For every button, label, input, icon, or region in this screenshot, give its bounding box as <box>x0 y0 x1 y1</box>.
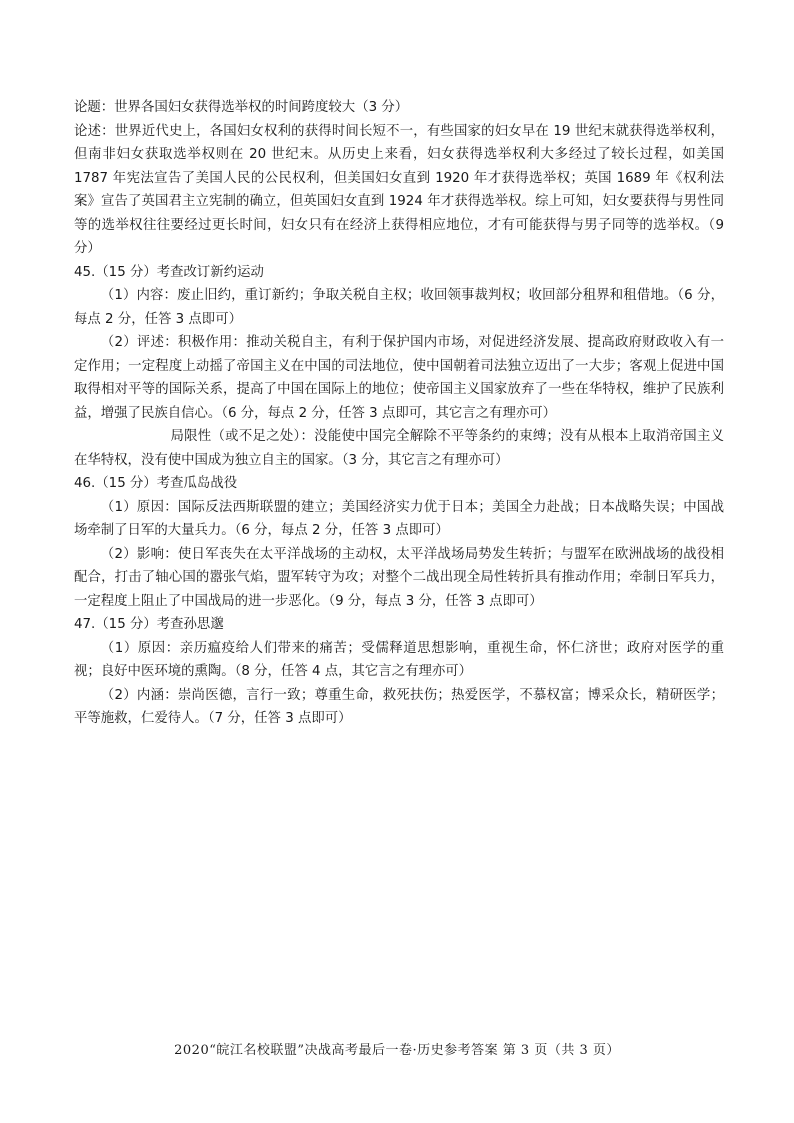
q45-answer-2: （2）评述：积极作用：推动关税自主，有利于保护国内市场，对促进经济发展、提高政府财政收入有一定作用；一定程度上动摇了帝国主义在中国的司法地位，使中国朝着司法独立迈出了一大步；客观上促进中国取得相对平等的国际关系，提高了中国在国际上的地位；使帝国主义国家放弃了一些在华特权，维护了民族利益，增强了民族自信心。（6 分，每点 2 分，任答 3 点即可，其它言之有理亦可） <box>74 335 724 421</box>
q47-answer-2: （2）内涵：崇尚医德，言行一致；尊重生命，救死扶伤；热爱医学，不慕权富；博采众长，精研医学；平等施救，仁爱待人。（7 分，任答 3 点即可） <box>74 687 724 726</box>
q47-answer-1: （1）原因：亲历瘟疫给人们带来的痛苦；受儒释道思想影响，重视生命，怀仁济世；政府对医学的重视；良好中医环境的熏陶。（8 分，任答 4 点，其它言之有理亦可） <box>74 640 724 679</box>
q46-answer-2: （2）影响：使日军丧失在太平洋战场的主动权，太平洋战场局势发生转折；与盟军在欧洲战场的战役相配合，打击了轴心国的嚣张气焰，盟军转守为攻；对整个二战出现全局性转折具有推动作用；牵制日军兵力，一定程度上阻止了中国战局的进一步恶化。（9 分，每点 3 分，任答 3 点即可） <box>74 546 724 609</box>
q45-answer-1: （1）内容：废止旧约，重订新约；争取关税自主权；收回领事裁判权；收回部分租界和租借地。（6 分，每点 2 分，任答 3 点即可） <box>74 288 724 327</box>
q45-answer-3: 局限性（或不足之处）：没能使中国完全解除不平等条约的束缚；没有从根本上取消帝国主义在华特权，没有使中国成为独立自主的国家。（3 分，其它言之有理亦可） <box>74 429 724 468</box>
question-47-heading: 47.（15 分）考查孙思邈 <box>74 617 224 632</box>
q46-answer-1: （1）原因：国际反法西斯联盟的建立；美国经济实力优于日本；美国全力赴战；日本战略失误；中国战场牵制了日军的大量兵力。（6 分，每点 2 分，任答 3 点即可） <box>74 499 724 538</box>
answer-page-body <box>74 96 724 731</box>
thesis-text: 论题：世界各国妇女获得选举权的时间跨度较大（3 分） <box>74 100 409 115</box>
page-footer: 2020“皖江名校联盟”决战高考最后一卷·历史参考答案 第 3 页（共 3 页） <box>174 1043 620 1058</box>
question-46-heading: 46.（15 分）考查瓜岛战役 <box>74 476 238 491</box>
question-45-heading: 45.（15 分）考查改订新约运动 <box>74 264 264 280</box>
argument-text: 论述：世界近代史上，各国妇女权利的获得时间长短不一，有些国家的妇女早在 19 世纪末就获得选举权利，但南非妇女获取选举权则在 20 世纪末。从历史上来看，妇女获得选举权利大多经过了较长过程，如美国 1787 年宪法宣告了美国人民的公民权利，但美国妇女直到 1920 年才获得选举权；英国 1689 年《权利法案》宣告了英国君主立宪制的确立，但英国妇女直到 1924 年才获得选举权。综上可知，妇女要获得与男性同等的选举权往往要经过更长时间，妇女只有在经济上获得相应地位，才有可能获得与男子同等的选举权。（9 分） <box>74 123 724 256</box>
